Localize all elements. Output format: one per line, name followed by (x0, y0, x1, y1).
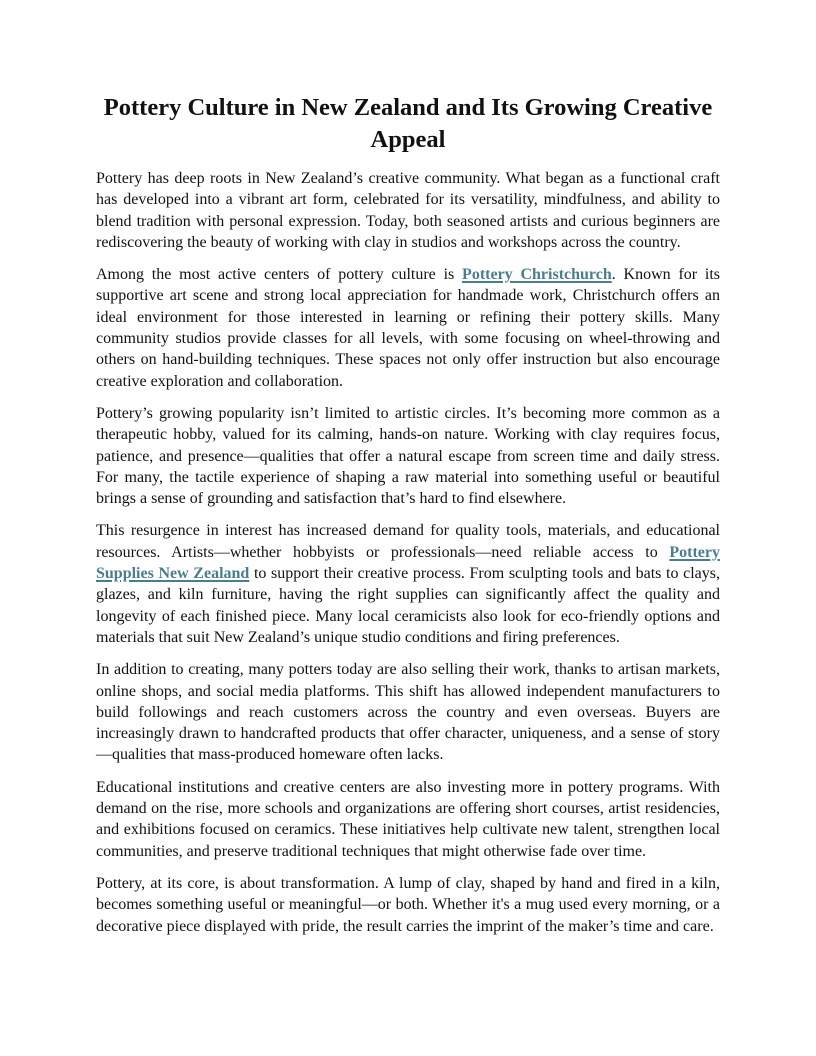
paragraph-text: to support their creative process. From sculpting tools and bats to clays, glazes, and kiln furniture, having the right supplies can significantly affect the quality and longevity of each finished piece. Many local ceramicists also look for eco-friendly options and materials that suit New Zealand’s unique studio conditions and firing preferences. (96, 565, 720, 646)
paragraph-text: Among the most active centers of pottery culture is (96, 266, 463, 284)
paragraph-therapeutic: Pottery’s growing popularity isn’t limited to artistic circles. It’s becoming more common as a therapeutic hobby, valued for its calming, hands-on nature. Working with clay requires focus, patience, and presence—qualities that offer a natural escape from screen time and daily stress. For many, the tactile experience of shaping a raw material into something useful or beautiful brings a sense of grounding and satisfaction that’s hard to find elsewhere. (96, 404, 720, 508)
paragraph-supplies (96, 520, 720, 648)
paragraph-intro: Pottery has deep roots in New Zealand’s creative community. What began as a functional craft has developed into a vibrant art form, celebrated for its versatility, mindfulness, and ability to blend tradition with personal expression. Today, both seasoned artists and curious beginners are rediscovering the beauty of working with clay in studios and workshops across the country. (96, 170, 720, 251)
paragraph-christchurch (96, 264, 720, 392)
pottery-christchurch-link[interactable]: Pottery Christchurch (462, 266, 612, 284)
pottery-supplies-nz-link[interactable]: Pottery Supplies New Zealand (96, 543, 720, 583)
paragraph-text: . Known for its supportive art scene and strong local appreciation for handmade work, Christchurch offers an ideal environment for those interested in learning or refining their pottery skills. Many community studios provide classes for all levels, with some focusing on wheel-throwing and others on hand-building techniques. These spaces not only offer instruction but also encourage creative exploration and collaboration. (96, 266, 721, 390)
paragraph-transformation: Pottery, at its core, is about transformation. A lump of clay, shaped by hand and fired in a kiln, becomes something useful or meaningful—or both. Whether it's a mug used every morning, or a decorative piece displayed with pride, the result carries the imprint of the maker’s time and care. (96, 874, 720, 935)
paragraph-selling: In addition to creating, many potters today are also selling their work, thanks to artisan markets, online shops, and social media platforms. This shift has allowed independent manufacturers to build followings and reach customers across the country and even overseas. Buyers are increasingly drawn to handcrafted products that offer character, uniqueness, and a sense of story—qualities that mass-produced homeware often lacks. (96, 661, 720, 764)
paragraph-text: This resurgence in interest has increased demand for quality tools, materials, and educational resources. Artists—whether hobbyists or professionals—need reliable access to (96, 522, 720, 561)
document-page (96, 92, 720, 948)
paragraph-education: Educational institutions and creative centers are also investing more in pottery programs. With demand on the rise, more schools and organizations are offering short courses, artist residencies, and exhibitions focused on ceramics. These initiatives help cultivate new talent, strengthen local communities, and preserve traditional techniques that might otherwise fade over time. (96, 778, 720, 860)
document-title: Pottery Culture in New Zealand and Its Growing Creative Appeal (103, 94, 713, 153)
